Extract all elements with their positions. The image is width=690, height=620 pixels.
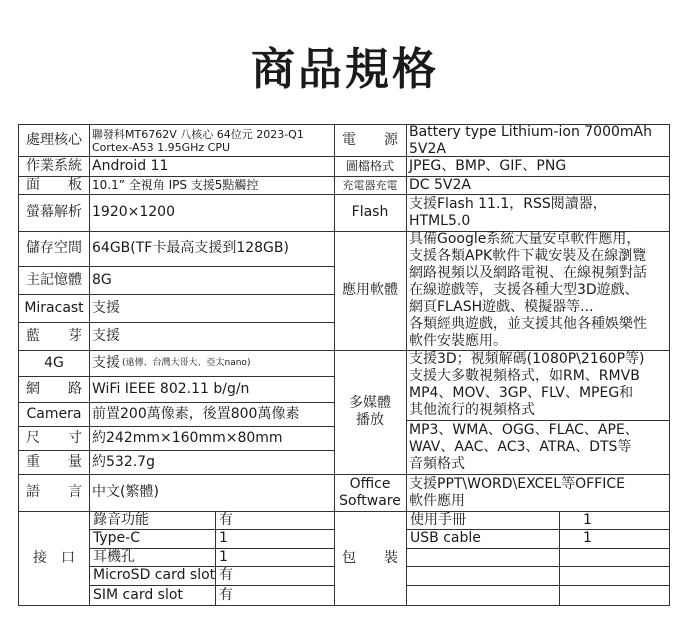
media-audio-value: MP3、WMA、OGG、FLAC、APE、 WAV、AAC、AC3、ATRA、DTS等 音頻格式: [409, 421, 639, 472]
port-name: SIM card slot: [93, 586, 183, 603]
camera-value: 前置200萬像素，後置800萬像素: [92, 405, 300, 422]
port-value: 1: [219, 548, 228, 565]
miracast-label: Miracast: [24, 299, 84, 316]
size-value: 約242mm×160mm×80mm: [92, 429, 283, 446]
package-item-name: [406, 585, 559, 605]
power-value: Battery type Lithium-ion 7000mAh 5V2A: [409, 125, 652, 156]
media-label: 多媒體 播放: [349, 395, 391, 428]
charger-value: DC 5V2A: [409, 176, 471, 193]
memory-label: 主記憶體: [26, 271, 82, 288]
media-video-value: 支援3D；視頻解碼(1080P\2160P等) 支援大多數視頻格式，如RM、RMVB MP4、MOV、3GP、FLV、MPEG和 其他流行的視頻格式: [409, 351, 645, 418]
port-name: 錄音功能: [93, 511, 149, 528]
lte-cell: [89, 350, 334, 376]
ports-label: 接 口: [33, 549, 75, 566]
memory-value: 8G: [92, 271, 112, 288]
charger-label: 充電器充電: [342, 178, 398, 192]
size-label: 尺 寸: [26, 429, 82, 446]
miracast-value: 支援: [92, 299, 120, 316]
cpu-value: 聯發科MT6762V 八核心 64位元 2023-Q1 Cortex-A53 1.95GHz CPU: [92, 127, 304, 154]
package-item-name: [406, 566, 559, 585]
os-value: Android 11: [92, 157, 169, 174]
apps-label: 應用軟體: [342, 282, 398, 298]
port-name: Type-C: [93, 530, 140, 546]
os-label: 作業系統: [26, 157, 82, 174]
lte-label: 4G: [44, 354, 64, 371]
bluetooth-value: 支援: [92, 327, 120, 344]
package-item-name: [406, 548, 559, 566]
lte-value: 支援: [92, 354, 120, 371]
bluetooth-label: 藍 芽: [26, 327, 82, 344]
office-value: 支援PPT\WORD\EXCEL等OFFICE 軟件應用: [409, 475, 625, 509]
package-item-name: 使用手冊: [410, 511, 466, 528]
storage-value: 64GB(TF卡最高支援到128GB): [92, 240, 289, 256]
language-value: 中文(繁體): [92, 484, 159, 500]
port-value: 1: [219, 530, 228, 546]
cpu-label: 處理核心: [26, 132, 82, 148]
package-item-name: USB cable: [410, 530, 481, 546]
panel-label: 面 板: [26, 176, 82, 193]
package-item-qty: [559, 585, 669, 605]
apps-value: 具備Google系統大量安卓軟件應用， 支援各類APK軟件下載安裝及在線瀏覽 網路視頻以及網路電視、在線視頻對話 在線遊戲等，支援各種大型3D遊戲、 網頁FLASH遊戲、模擬器等... 各類經典遊戲，並支援其他各種娛樂性 軟件安裝應用。: [409, 231, 647, 349]
lte-note: (遠傳、台灣大哥大、亞太nano): [122, 357, 251, 368]
package-item-qty: [559, 566, 669, 585]
flash-label: Flash: [351, 204, 389, 220]
image-format-value: JPEG、BMP、GIF、PNG: [409, 157, 567, 174]
storage-label: 儲存空間: [26, 240, 82, 256]
package-item-qty: [559, 548, 669, 566]
network-label: 網 路: [26, 380, 82, 397]
spec-table: [18, 124, 670, 606]
package-item-qty: 1: [583, 511, 592, 528]
port-name: 耳機孔: [93, 548, 135, 565]
page-title: 商品規格: [251, 44, 439, 95]
language-label: 語 言: [26, 484, 82, 500]
office-label: Office Software: [339, 475, 401, 509]
weight-value: 約532.7g: [92, 453, 155, 470]
package-item-qty: 1: [583, 530, 592, 546]
port-value: 有: [219, 567, 233, 583]
network-value: WiFi IEEE 802.11 b/g/n: [92, 380, 250, 397]
port-name: MicroSD card slot: [93, 567, 215, 583]
port-value: 有: [219, 586, 233, 603]
panel-value: 10.1” 全視角 IPS 支援5點觸控: [92, 178, 259, 192]
flash-value: 支援Flash 11.1，RSS閱讀器， HTML5.0: [409, 195, 607, 229]
camera-label: Camera: [26, 405, 82, 422]
image-format-label: 圖檔格式: [345, 159, 394, 173]
weight-label: 重 量: [26, 453, 82, 470]
resolution-label: 螢幕解析: [26, 204, 82, 220]
port-value: 有: [219, 511, 233, 528]
resolution-value: 1920×1200: [92, 204, 175, 220]
package-label: 包 裝: [342, 549, 398, 566]
power-label: 電 源: [342, 132, 398, 148]
